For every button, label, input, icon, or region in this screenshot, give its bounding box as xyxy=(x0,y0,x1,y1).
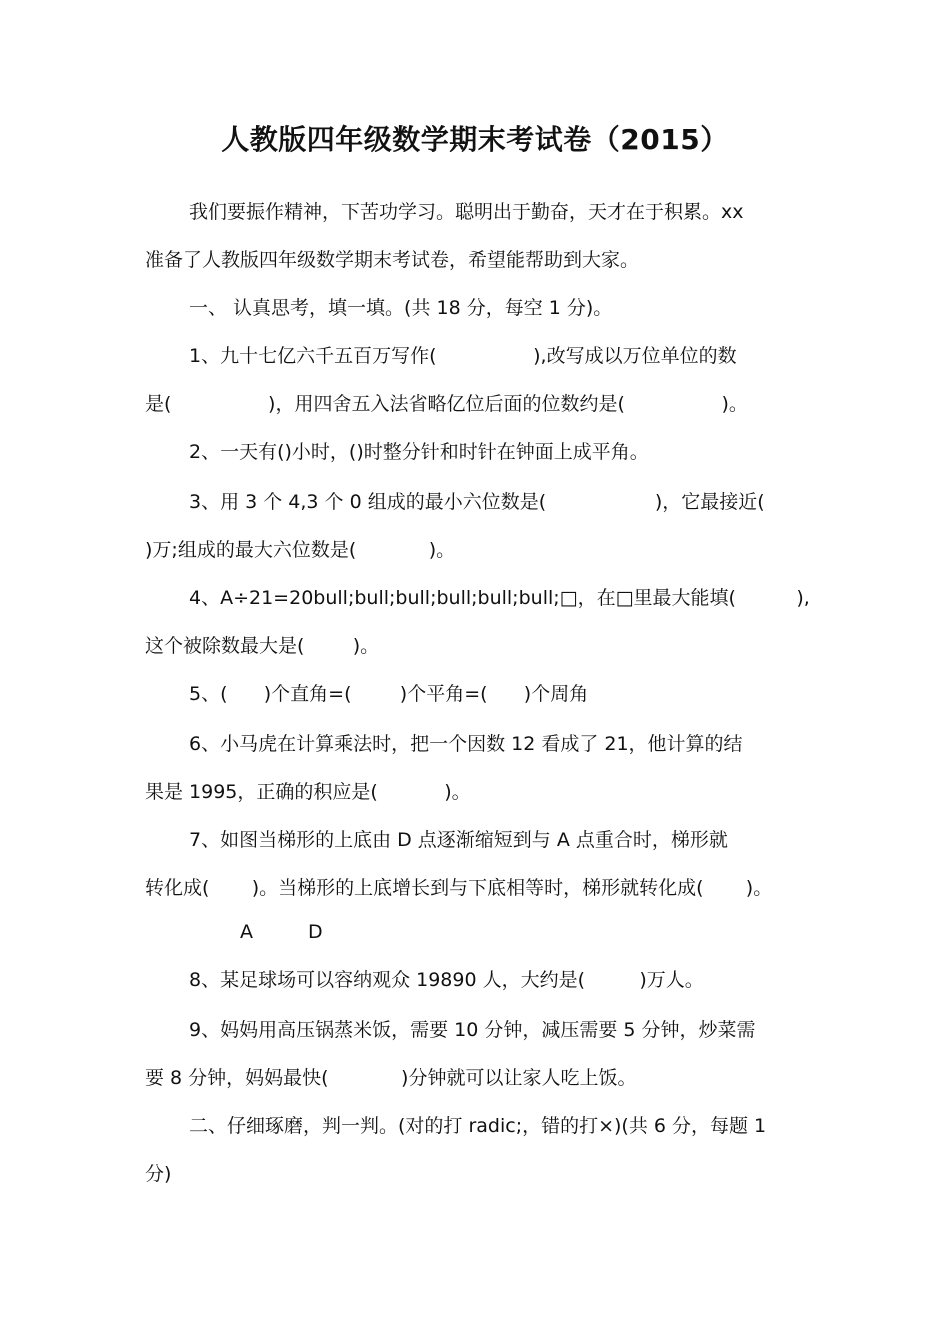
figure-label-a: A xyxy=(240,921,253,943)
figure-label-d: D xyxy=(308,921,323,943)
question-6-line-2: 果是 1995，正确的积应是( )。 xyxy=(145,781,471,803)
question-1-line-2: 是( )，用四舍五入法省略亿位后面的位数约是( )。 xyxy=(145,393,748,415)
question-3-line-2: )万;组成的最大六位数是( )。 xyxy=(145,539,456,561)
question-7-line-2: 转化成( )。当梯形的上底增长到与下底相等时，梯形就转化成( )。 xyxy=(145,877,773,899)
question-4-line-1: 4、A÷21=20bull;bull;bull;bull;bull;bull;□，在□里最大能填( ), xyxy=(189,587,810,609)
section-2-heading-line-1: 二、仔细琢磨，判一判。(对的打 radic;，错的打×)(共 6 分，每题 1 xyxy=(189,1115,767,1137)
question-4-line-2: 这个被除数最大是( )。 xyxy=(145,635,380,657)
question-7-line-1: 7、如图当梯形的上底由 D 点逐渐缩短到与 A 点重合时，梯形就 xyxy=(189,829,728,851)
section-1-heading: 一、 认真思考，填一填。(共 18 分，每空 1 分)。 xyxy=(189,297,613,319)
intro-line-2: 准备了人教版四年级数学期末考试卷，希望能帮助到大家。 xyxy=(145,249,640,271)
intro-line-1: 我们要振作精神，下苦功学习。聪明出于勤奋，天才在于积累。xx xyxy=(189,201,744,223)
question-3-line-1: 3、用 3 个 4,3 个 0 组成的最小六位数是( )，它最接近( xyxy=(189,491,765,513)
question-2: 2、一天有()小时，()时整分针和时针在钟面上成平角。 xyxy=(189,441,649,463)
question-1-line-1: 1、九十七亿六千五百万写作( ),改写成以万位单位的数 xyxy=(189,345,737,367)
question-9-line-1: 9、妈妈用高压锅蒸米饭，需要 10 分钟，减压需要 5 分钟，炒菜需 xyxy=(189,1019,756,1041)
question-9-line-2: 要 8 分钟，妈妈最快( )分钟就可以让家人吃上饭。 xyxy=(145,1067,637,1089)
question-5: 5、( )个直角=( )个平角=( )个周角 xyxy=(189,683,589,705)
question-8: 8、某足球场可以容纳观众 19890 人，大约是( )万人。 xyxy=(189,969,704,991)
section-2-heading-line-2: 分) xyxy=(145,1163,172,1185)
document-title: 人教版四年级数学期末考试卷（2015） xyxy=(221,123,729,156)
question-6-line-1: 6、小马虎在计算乘法时，把一个因数 12 看成了 21，他计算的结 xyxy=(189,733,743,755)
